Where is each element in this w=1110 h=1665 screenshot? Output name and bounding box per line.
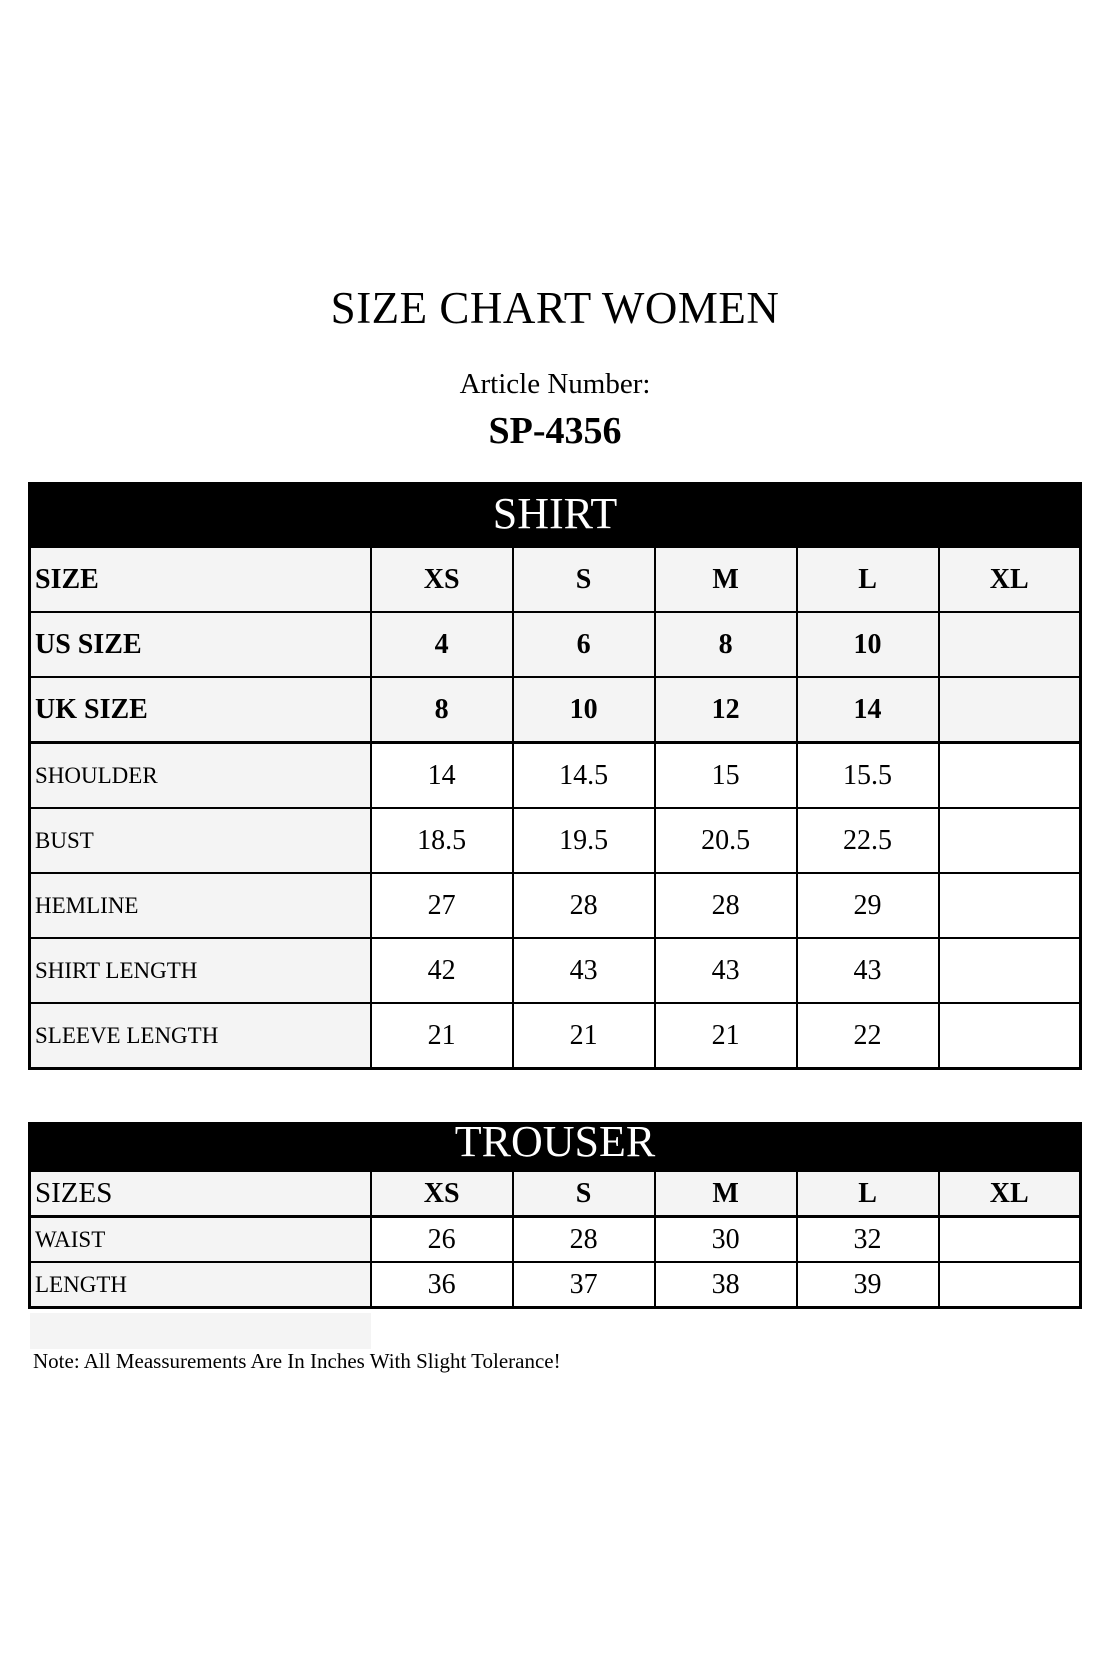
shirt-length-m: 43 [655, 938, 797, 1003]
shirt-sleeve-length-row [30, 1003, 1081, 1069]
hemline-m: 28 [655, 873, 797, 938]
shoulder-xl [939, 743, 1081, 809]
trouser-size-chart [28, 1122, 1082, 1309]
us-size-s: 6 [513, 612, 655, 677]
shirt-bust-row [30, 808, 1081, 873]
shirt-size-chart [28, 482, 1082, 1070]
shirt-header-l: L [797, 547, 939, 612]
trouser-header-xs: XS [371, 1171, 513, 1217]
shoulder-xs: 14 [371, 743, 513, 809]
trouser-length-xl [939, 1262, 1081, 1308]
bust-label: BUST [30, 808, 371, 873]
shirt-length-label: SHIRT LENGTH [30, 938, 371, 1003]
shirt-shoulder-row [30, 743, 1081, 809]
uk-size-xs: 8 [371, 677, 513, 743]
trouser-header-m: M [655, 1171, 797, 1217]
waist-m: 30 [655, 1217, 797, 1263]
trouser-length-l: 39 [797, 1262, 939, 1308]
waist-xl [939, 1217, 1081, 1263]
sleeve-length-xl [939, 1003, 1081, 1069]
trouser-length-xs: 36 [371, 1262, 513, 1308]
hemline-label: HEMLINE [30, 873, 371, 938]
shirt-length-xl [939, 938, 1081, 1003]
uk-size-l: 14 [797, 677, 939, 743]
shirt-length-row [30, 938, 1081, 1003]
bust-l: 22.5 [797, 808, 939, 873]
shoulder-l: 15.5 [797, 743, 939, 809]
us-size-xs: 4 [371, 612, 513, 677]
shirt-header-row [30, 547, 1081, 612]
shirt-header-size: SIZE [30, 547, 371, 612]
waist-xs: 26 [371, 1217, 513, 1263]
trouser-banner: TROUSER [28, 1122, 1082, 1170]
waist-l: 32 [797, 1217, 939, 1263]
shoulder-m: 15 [655, 743, 797, 809]
us-size-m: 8 [655, 612, 797, 677]
shirt-us-size-row [30, 612, 1081, 677]
shirt-header-s: S [513, 547, 655, 612]
page-title: SIZE CHART WOMEN [330, 283, 780, 333]
trouser-header-sizes: SIZES [30, 1171, 371, 1217]
bust-s: 19.5 [513, 808, 655, 873]
sleeve-length-m: 21 [655, 1003, 797, 1069]
shirt-length-s: 43 [513, 938, 655, 1003]
sleeve-length-xs: 21 [371, 1003, 513, 1069]
waist-s: 28 [513, 1217, 655, 1263]
article-number-label: Article Number: [459, 368, 651, 400]
trouser-header-row [30, 1171, 1081, 1217]
sleeve-length-s: 21 [513, 1003, 655, 1069]
uk-size-m: 12 [655, 677, 797, 743]
shirt-length-xs: 42 [371, 938, 513, 1003]
uk-size-label: UK SIZE [30, 677, 371, 743]
article-number-value: SP-4356 [488, 410, 622, 452]
tolerance-note: Note: All Meassurements Are In Inches With Slight Tolerance! [33, 1349, 561, 1373]
shirt-header-xs: XS [371, 547, 513, 612]
shirt-table [28, 546, 1082, 1070]
shirt-length-l: 43 [797, 938, 939, 1003]
uk-size-xl [939, 677, 1081, 743]
gray-strip-divider [30, 1313, 371, 1349]
shoulder-label: SHOULDER [30, 743, 371, 809]
shirt-uk-size-row [30, 677, 1081, 743]
shirt-banner: SHIRT [28, 482, 1082, 546]
us-size-l: 10 [797, 612, 939, 677]
hemline-s: 28 [513, 873, 655, 938]
hemline-xl [939, 873, 1081, 938]
bust-xl [939, 808, 1081, 873]
trouser-length-row [30, 1262, 1081, 1308]
shoulder-s: 14.5 [513, 743, 655, 809]
us-size-label: US SIZE [30, 612, 371, 677]
waist-label: WAIST [30, 1217, 371, 1263]
trouser-table [28, 1170, 1082, 1309]
trouser-length-s: 37 [513, 1262, 655, 1308]
trouser-header-l: L [797, 1171, 939, 1217]
hemline-l: 29 [797, 873, 939, 938]
shirt-hemline-row [30, 873, 1081, 938]
trouser-length-m: 38 [655, 1262, 797, 1308]
sleeve-length-l: 22 [797, 1003, 939, 1069]
shirt-header-xl: XL [939, 547, 1081, 612]
trouser-header-xl: XL [939, 1171, 1081, 1217]
sleeve-length-label: SLEEVE LENGTH [30, 1003, 371, 1069]
trouser-header-s: S [513, 1171, 655, 1217]
us-size-xl [939, 612, 1081, 677]
uk-size-s: 10 [513, 677, 655, 743]
trouser-length-label: LENGTH [30, 1262, 371, 1308]
trouser-waist-row [30, 1217, 1081, 1263]
shirt-header-m: M [655, 547, 797, 612]
bust-xs: 18.5 [371, 808, 513, 873]
bust-m: 20.5 [655, 808, 797, 873]
hemline-xs: 27 [371, 873, 513, 938]
